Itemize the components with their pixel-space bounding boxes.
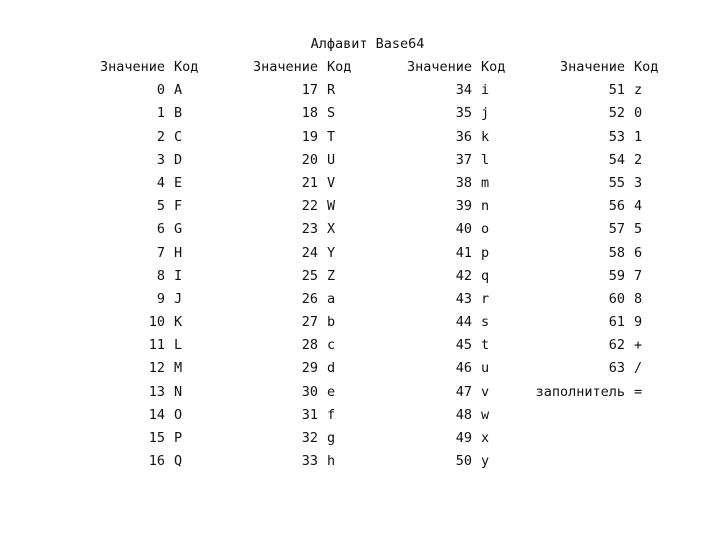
table-row	[520, 196, 658, 219]
table-row	[86, 312, 198, 335]
table-header-row	[520, 57, 658, 80]
code-header: Код	[634, 59, 659, 75]
table-row	[238, 451, 351, 474]
value-cell: 18	[301, 105, 318, 122]
value-cell: 35	[455, 105, 472, 122]
value-cell: 48	[455, 406, 472, 423]
value-cell: 27	[301, 314, 318, 331]
table-row	[520, 103, 658, 126]
code-cell: S	[327, 105, 336, 122]
code-cell: 8	[634, 290, 643, 307]
value-cell: 61	[608, 314, 625, 331]
value-cell: 20	[301, 151, 318, 168]
value-cell: 14	[148, 406, 165, 423]
code-cell: 5	[634, 221, 643, 238]
value-cell: 3	[156, 151, 165, 168]
code-cell: /	[634, 360, 643, 377]
table-row	[238, 80, 351, 103]
value-cell: 55	[608, 174, 625, 191]
table-row	[393, 358, 505, 381]
code-cell: v	[481, 383, 490, 400]
value-cell: 32	[301, 430, 318, 446]
code-cell: N	[174, 383, 183, 400]
value-cell: 45	[455, 337, 472, 354]
code-cell: B	[174, 105, 183, 122]
value-cell: 26	[301, 290, 318, 307]
table-row	[86, 80, 198, 103]
value-cell: 0	[156, 82, 165, 99]
value-header: Значение	[406, 59, 472, 75]
code-cell: =	[634, 383, 643, 400]
value-cell: 60	[608, 290, 625, 307]
table-row	[393, 312, 505, 335]
table-row	[86, 382, 198, 405]
value-cell: 46	[455, 360, 472, 377]
code-cell: i	[481, 82, 490, 99]
table-row	[520, 127, 658, 150]
code-cell: m	[481, 174, 490, 191]
table-row	[393, 335, 505, 358]
code-cell: 7	[634, 267, 643, 284]
value-cell: 4	[156, 174, 165, 191]
table-row	[238, 358, 351, 381]
code-cell: a	[327, 290, 336, 307]
value-cell: 57	[608, 221, 625, 238]
table-row	[393, 289, 505, 312]
value-cell: 2	[156, 128, 165, 145]
table-row	[86, 219, 198, 242]
table-row	[393, 266, 505, 289]
value-cell: 8	[156, 267, 165, 284]
code-cell: +	[634, 337, 643, 354]
table-row	[238, 428, 351, 451]
code-cell: A	[174, 82, 183, 99]
code-cell: l	[481, 151, 490, 168]
table-row	[238, 335, 351, 358]
value-cell: 49	[455, 430, 472, 446]
code-cell: 2	[634, 151, 643, 168]
code-cell: z	[634, 82, 643, 99]
table-row	[86, 103, 198, 126]
table-column-3	[393, 57, 505, 474]
code-cell: g	[327, 430, 336, 446]
value-cell: 62	[608, 337, 625, 354]
value-cell: 41	[455, 244, 472, 261]
value-cell: 28	[301, 337, 318, 354]
code-cell: b	[327, 314, 336, 331]
value-cell: 36	[455, 128, 472, 145]
value-cell: 38	[455, 174, 472, 191]
table-row	[86, 127, 198, 150]
table-row	[238, 219, 351, 242]
value-cell: 47	[455, 383, 472, 400]
code-cell: w	[481, 406, 490, 423]
table-column-4	[520, 57, 658, 405]
code-cell: Y	[327, 244, 336, 261]
value-cell: 6	[156, 221, 165, 238]
value-cell: 23	[301, 221, 318, 238]
table-row	[238, 405, 351, 428]
value-cell: 16	[148, 453, 165, 470]
table-row	[86, 358, 198, 381]
value-cell: 37	[455, 151, 472, 168]
code-cell: C	[174, 128, 183, 145]
code-cell: O	[174, 406, 183, 423]
table-row	[238, 173, 351, 196]
code-cell: 9	[634, 314, 643, 331]
code-cell: R	[327, 82, 336, 99]
table-row	[238, 266, 351, 289]
table-row	[393, 196, 505, 219]
table-row	[86, 289, 198, 312]
code-cell: T	[327, 128, 336, 145]
table-row	[393, 405, 505, 428]
value-cell: 34	[455, 82, 472, 99]
table-row	[86, 243, 198, 266]
code-cell: Q	[174, 453, 183, 470]
code-cell: u	[481, 360, 490, 377]
table-row	[520, 312, 658, 335]
code-cell: t	[481, 337, 490, 354]
code-cell: s	[481, 314, 490, 331]
code-cell: Z	[327, 267, 336, 284]
code-cell: E	[174, 174, 183, 191]
value-cell: 17	[301, 82, 318, 99]
code-cell: 1	[634, 128, 643, 145]
value-cell: 43	[455, 290, 472, 307]
code-cell: 0	[634, 105, 643, 122]
code-cell: k	[481, 128, 490, 145]
table-row	[393, 219, 505, 242]
table-row	[520, 173, 658, 196]
code-cell: q	[481, 267, 490, 284]
table-row	[86, 405, 198, 428]
code-cell: I	[174, 267, 183, 284]
code-cell: K	[174, 314, 183, 331]
table-row	[393, 150, 505, 173]
value-header: Значение	[559, 59, 625, 75]
code-cell: X	[327, 221, 336, 238]
value-cell: 31	[301, 406, 318, 423]
value-cell: 10	[148, 314, 165, 331]
table-row	[393, 80, 505, 103]
table-row	[520, 266, 658, 289]
table-row	[238, 312, 351, 335]
table-row	[238, 243, 351, 266]
value-cell: 44	[455, 314, 472, 331]
code-cell: V	[327, 174, 336, 191]
code-cell: 6	[634, 244, 643, 261]
code-cell: x	[481, 430, 490, 446]
value-cell: 15	[148, 430, 165, 446]
value-cell: 59	[608, 267, 625, 284]
table-row	[86, 173, 198, 196]
table-row	[238, 150, 351, 173]
value-cell: 19	[301, 128, 318, 145]
value-header: Значение	[252, 59, 318, 75]
code-cell: n	[481, 198, 490, 215]
code-cell: r	[481, 290, 490, 307]
table-column-1	[86, 57, 198, 474]
table-header-row	[238, 57, 351, 80]
value-cell: 33	[301, 453, 318, 470]
value-cell: 52	[608, 105, 625, 122]
value-cell: 13	[148, 383, 165, 400]
code-cell: o	[481, 221, 490, 238]
table-row	[393, 173, 505, 196]
value-cell: 42	[455, 267, 472, 284]
code-cell: F	[174, 198, 183, 215]
code-header: Код	[481, 59, 506, 75]
code-cell: W	[327, 198, 336, 215]
code-cell: 3	[634, 174, 643, 191]
table-row	[86, 196, 198, 219]
value-cell: 7	[156, 244, 165, 261]
value-cell: 24	[301, 244, 318, 261]
value-cell: 50	[455, 453, 472, 470]
code-cell: e	[327, 383, 336, 400]
table-row	[86, 266, 198, 289]
table-column-2	[238, 57, 351, 474]
value-cell: 58	[608, 244, 625, 261]
table-row	[238, 127, 351, 150]
code-cell: p	[481, 244, 490, 261]
code-cell: j	[481, 105, 490, 122]
value-cell: 39	[455, 198, 472, 215]
value-cell: 9	[156, 290, 165, 307]
table-row	[86, 451, 198, 474]
code-cell: M	[174, 360, 183, 377]
table-row	[86, 335, 198, 358]
table-row	[520, 150, 658, 173]
code-header: Код	[174, 59, 199, 75]
code-cell: G	[174, 221, 183, 238]
value-cell: 5	[156, 198, 165, 215]
table-row	[393, 451, 505, 474]
table-row	[520, 289, 658, 312]
table-row	[393, 103, 505, 126]
table-row	[520, 382, 658, 405]
table-row	[393, 127, 505, 150]
code-cell: J	[174, 290, 183, 307]
code-cell: f	[327, 406, 336, 423]
table-row	[520, 335, 658, 358]
value-cell: 40	[455, 221, 472, 238]
value-cell: 25	[301, 267, 318, 284]
value-cell: 11	[148, 337, 165, 354]
table-row	[238, 103, 351, 126]
code-cell: L	[174, 337, 183, 354]
table-row	[238, 382, 351, 405]
code-cell: h	[327, 453, 336, 470]
table-row	[520, 243, 658, 266]
table-row	[520, 219, 658, 242]
code-cell: U	[327, 151, 336, 168]
table-row	[86, 150, 198, 173]
value-cell: заполнитель	[535, 383, 625, 400]
value-cell: 12	[148, 360, 165, 377]
value-cell: 56	[608, 198, 625, 215]
code-cell: H	[174, 244, 183, 261]
value-cell: 22	[301, 198, 318, 215]
table-title: Алфавит Base64	[310, 36, 425, 52]
table-row	[86, 428, 198, 451]
code-cell: c	[327, 337, 336, 354]
table-row	[520, 358, 658, 381]
table-row	[238, 289, 351, 312]
table-row	[393, 243, 505, 266]
value-cell: 63	[608, 360, 625, 377]
value-cell: 53	[608, 128, 625, 145]
code-cell: 4	[634, 198, 643, 215]
value-cell: 54	[608, 151, 625, 168]
value-header: Значение	[99, 59, 165, 75]
code-header: Код	[327, 59, 352, 75]
table-header-row	[86, 57, 198, 80]
value-cell: 21	[301, 174, 318, 191]
code-cell: d	[327, 360, 336, 377]
code-cell: y	[481, 453, 490, 470]
value-cell: 51	[608, 82, 625, 99]
code-cell: P	[174, 430, 183, 446]
value-cell: 30	[301, 383, 318, 400]
table-row	[520, 80, 658, 103]
table-header-row	[393, 57, 505, 80]
table-row	[393, 382, 505, 405]
value-cell: 1	[156, 105, 165, 122]
code-cell: D	[174, 151, 183, 168]
table-row	[238, 196, 351, 219]
value-cell: 29	[301, 360, 318, 377]
table-row	[393, 428, 505, 451]
